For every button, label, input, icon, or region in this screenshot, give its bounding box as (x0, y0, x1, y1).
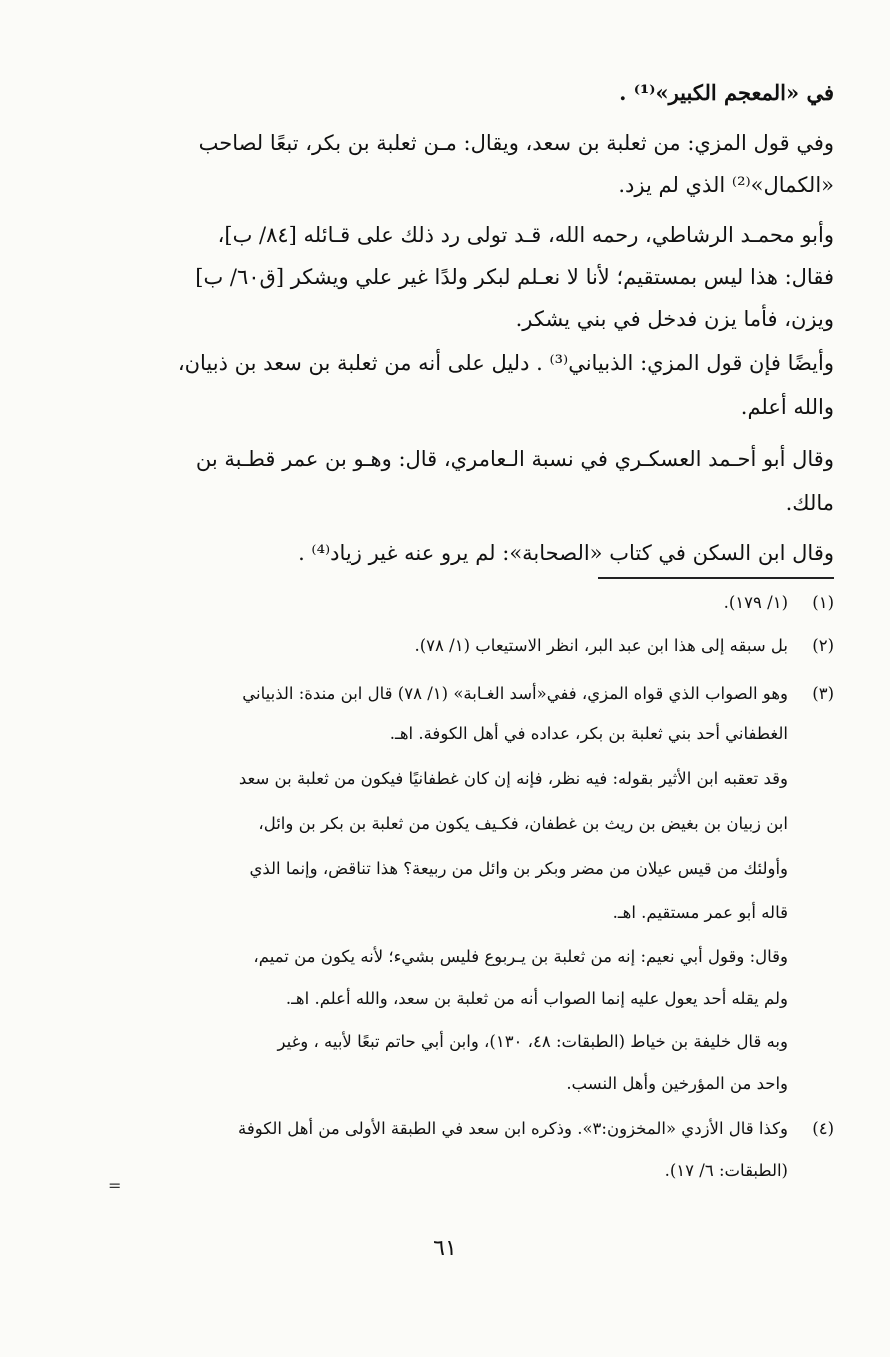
footnote-text: وهو الصواب الذي قواه المزي، ففي«أسد الغـابة» (١/ ٧٨) قال ابن مندة: الذبياني (242, 684, 788, 703)
footnote-number: (٤) (812, 1119, 834, 1138)
main-text-line: وقال أبو أحـمد العسكـري في نسبة الـعامري، قال: وهـو بن عمر قطـبة بن (195, 447, 834, 471)
main-text-line: فقال: هذا ليس بمستقيم؛ لأنا لا نعـلم لبكر ولدًا غير علي ويشكر [ق٦٠/ ب] (195, 265, 834, 289)
footnote-line: الغطفاني أحد بني ثعلبة بن بكر، عداده في أهل الكوفة. اهـ. (389, 724, 788, 743)
footnote-separator (598, 577, 834, 579)
footnote-line: واحد من المؤرخين وأهل النسب. (566, 1074, 788, 1093)
main-text-line: ويزن، فأما يزن فدخل في بني يشكر. (515, 307, 834, 331)
footnote-number: (١) (812, 593, 834, 612)
main-text-line: وأيضًا فإن قول المزي: الذبياني⁽³⁾ . دليل على أنه من ثعلبة بن سعد بن ذبيان، (177, 351, 834, 375)
footnote-line: وقال: وقول أبي نعيم: إنه من ثعلبة بن يـربوع فليس بشيء؛ لأنه يكون من تميم، (253, 947, 788, 966)
footnote-line: وأولئك من قيس عيلان من مضر وبكر بن وائل من ربيعة؟ هذا تناقض، وإنما الذي (249, 859, 788, 878)
footnote-line (122, 633, 834, 659)
footnote-line (122, 590, 834, 616)
footnote-text: (١/ ١٧٩). (723, 593, 788, 612)
footnote-line: وقد تعقبه ابن الأثير بقوله: فيه نظر، فإنه إن كان غطفانيًا فيكون من ثعلبة بن سعد (238, 769, 788, 788)
main-text-line: في «المعجم الكبير»⁽¹⁾ . (619, 80, 834, 105)
main-text-line: «الكمال»⁽²⁾ الذي لم يزد. (618, 173, 834, 197)
footnote-line: وبه قال خليفة بن خياط (الطبقات: ٤٨، ١٣٠)، وابن أبي حاتم تبعًا لأبيه ، وغير (277, 1032, 788, 1051)
page-number: ٦١ (433, 1236, 457, 1261)
main-text-line: مالك. (785, 491, 834, 515)
footnote-number: (٣) (812, 684, 834, 703)
footnote-line (122, 1116, 834, 1142)
main-text-line: وقال ابن السكن في كتاب «الصحابة»: لم يرو عنه غير زياد⁽⁴⁾ . (298, 541, 834, 565)
main-text-line: وفي قول المزي: من ثعلبة بن سعد، ويقال: مـن ثعلبة بن بكر، تبعًا لصاحب (198, 131, 834, 155)
footnote-text: بل سبقه إلى هذا ابن عبد البر، انظر الاستيعاب (١/ ٧٨). (414, 636, 788, 655)
footnote-line: (الطبقات: ٦/ ١٧). (664, 1161, 788, 1180)
footnote-line: ابن زبيان بن بغيض بن ريث بن غطفان، فكـيف يكون من ثعلبة بن بكر بن وائل، (258, 814, 788, 833)
footnote-line: قاله أبو عمر مستقيم. اهـ. (612, 903, 788, 922)
footnote-text: وكذا قال الأزدي «المخزون:٣». وذكره ابن سعد في الطبقة الأولى من أهل الكوفة (238, 1119, 788, 1138)
main-text-line: والله أعلم. (740, 395, 834, 419)
footnote-line: ولم يقله أحد يعول عليه إنما الصواب أنه من ثعلبة بن سعد، والله أعلم. اهـ. (285, 989, 788, 1008)
continuation-mark: = (108, 1176, 122, 1195)
footnote-number: (٢) (812, 636, 834, 655)
footnote-line (122, 681, 834, 707)
main-text-line: وأبو محمـد الرشاطي، رحمه الله، قـد تولى رد ذلك على قـائله [٨٤/ ب]، (217, 223, 834, 247)
